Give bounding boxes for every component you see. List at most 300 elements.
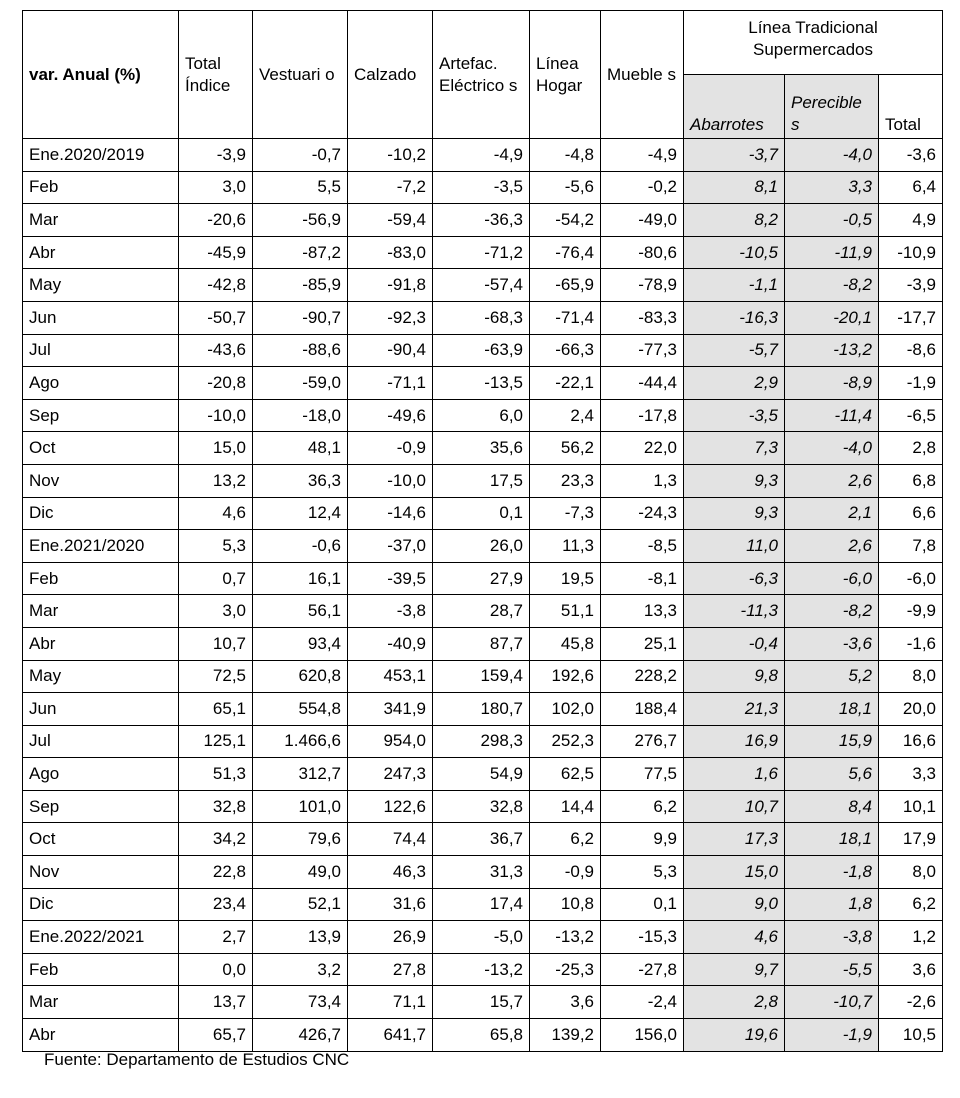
table-row — [23, 953, 943, 986]
cell-total: 16,6 — [879, 725, 943, 758]
cell-muebles: -2,4 — [601, 986, 684, 1019]
cell-artefac: 0,1 — [433, 497, 530, 530]
cell-total-indice: 51,3 — [179, 758, 253, 791]
cell-muebles: 0,1 — [601, 888, 684, 921]
cell-linea-hogar: 3,6 — [530, 986, 601, 1019]
cell-abarrotes: -5,7 — [684, 334, 785, 367]
header-perecibles: Perecible s — [785, 75, 879, 139]
row-label: Feb — [23, 171, 179, 204]
table-row — [23, 269, 943, 302]
cell-total-indice: 5,3 — [179, 530, 253, 563]
cell-muebles: 13,3 — [601, 595, 684, 628]
cell-total: -17,7 — [879, 301, 943, 334]
cell-artefac: -71,2 — [433, 236, 530, 269]
cell-total: 20,0 — [879, 693, 943, 726]
cell-vestuario: -85,9 — [253, 269, 348, 302]
cell-artefac: -13,2 — [433, 953, 530, 986]
cell-linea-hogar: 11,3 — [530, 530, 601, 563]
cell-perecibles: -8,2 — [785, 595, 879, 628]
cell-vestuario: 48,1 — [253, 432, 348, 465]
row-label: Abr — [23, 627, 179, 660]
table-row — [23, 693, 943, 726]
cell-calzado: 71,1 — [348, 986, 433, 1019]
cell-muebles: 156,0 — [601, 1019, 684, 1052]
cell-total: -8,6 — [879, 334, 943, 367]
cell-perecibles: 18,1 — [785, 693, 879, 726]
cell-calzado: -49,6 — [348, 399, 433, 432]
row-label: Dic — [23, 888, 179, 921]
table-row — [23, 432, 943, 465]
cell-vestuario: 52,1 — [253, 888, 348, 921]
table-row — [23, 367, 943, 400]
variation-table — [22, 10, 943, 1052]
table-header — [23, 11, 943, 139]
table-row — [23, 204, 943, 237]
cell-perecibles: -3,8 — [785, 921, 879, 954]
cell-artefac: 65,8 — [433, 1019, 530, 1052]
cell-artefac: 298,3 — [433, 725, 530, 758]
row-label: Mar — [23, 595, 179, 628]
cell-abarrotes: 10,7 — [684, 790, 785, 823]
row-label: May — [23, 269, 179, 302]
row-label: Jun — [23, 693, 179, 726]
cell-total-indice: 23,4 — [179, 888, 253, 921]
cell-calzado: -10,0 — [348, 464, 433, 497]
row-label: Oct — [23, 432, 179, 465]
cell-linea-hogar: 2,4 — [530, 399, 601, 432]
header-group-linea-tradicional: Línea Tradicional Supermercados — [684, 11, 943, 75]
cell-vestuario: 5,5 — [253, 171, 348, 204]
row-label: Feb — [23, 562, 179, 595]
cell-perecibles: -10,7 — [785, 986, 879, 1019]
cell-vestuario: 3,2 — [253, 953, 348, 986]
cell-muebles: -8,5 — [601, 530, 684, 563]
cell-linea-hogar: 6,2 — [530, 823, 601, 856]
cell-perecibles: 8,4 — [785, 790, 879, 823]
cell-abarrotes: 7,3 — [684, 432, 785, 465]
cell-vestuario: 16,1 — [253, 562, 348, 595]
table-row — [23, 530, 943, 563]
cell-artefac: 15,7 — [433, 986, 530, 1019]
cell-total-indice: 0,7 — [179, 562, 253, 595]
cell-total-indice: 65,1 — [179, 693, 253, 726]
table-row — [23, 171, 943, 204]
cell-total: 1,2 — [879, 921, 943, 954]
cell-perecibles: 2,6 — [785, 464, 879, 497]
cell-total: 2,8 — [879, 432, 943, 465]
cell-total-indice: 15,0 — [179, 432, 253, 465]
cell-vestuario: -87,2 — [253, 236, 348, 269]
cell-linea-hogar: 62,5 — [530, 758, 601, 791]
cell-linea-hogar: -5,6 — [530, 171, 601, 204]
cell-abarrotes: -6,3 — [684, 562, 785, 595]
cell-total-indice: 125,1 — [179, 725, 253, 758]
cell-muebles: -80,6 — [601, 236, 684, 269]
cell-total-indice: 4,6 — [179, 497, 253, 530]
cell-artefac: 17,4 — [433, 888, 530, 921]
cell-linea-hogar: -54,2 — [530, 204, 601, 237]
cell-artefac: -4,9 — [433, 139, 530, 172]
cell-total-indice: 0,0 — [179, 953, 253, 986]
cell-abarrotes: -11,3 — [684, 595, 785, 628]
cell-perecibles: -1,8 — [785, 856, 879, 889]
cell-total: 4,9 — [879, 204, 943, 237]
cell-muebles: 77,5 — [601, 758, 684, 791]
cell-perecibles: -4,0 — [785, 139, 879, 172]
cell-vestuario: -88,6 — [253, 334, 348, 367]
cell-artefac: -57,4 — [433, 269, 530, 302]
cell-total: 10,5 — [879, 1019, 943, 1052]
cell-perecibles: -11,4 — [785, 399, 879, 432]
cell-abarrotes: -16,3 — [684, 301, 785, 334]
cell-abarrotes: 11,0 — [684, 530, 785, 563]
cell-muebles: -4,9 — [601, 139, 684, 172]
cell-artefac: 36,7 — [433, 823, 530, 856]
cell-abarrotes: 8,1 — [684, 171, 785, 204]
cell-calzado: 31,6 — [348, 888, 433, 921]
row-label: Ene.2022/2021 — [23, 921, 179, 954]
row-label: Abr — [23, 236, 179, 269]
cell-total: -2,6 — [879, 986, 943, 1019]
table-row — [23, 497, 943, 530]
cell-muebles: 188,4 — [601, 693, 684, 726]
cell-linea-hogar: 139,2 — [530, 1019, 601, 1052]
cell-calzado: -83,0 — [348, 236, 433, 269]
cell-total: 10,1 — [879, 790, 943, 823]
cell-linea-hogar: -4,8 — [530, 139, 601, 172]
row-label: Jul — [23, 334, 179, 367]
cell-calzado: -37,0 — [348, 530, 433, 563]
cell-linea-hogar: -22,1 — [530, 367, 601, 400]
table-row — [23, 888, 943, 921]
cell-artefac: 28,7 — [433, 595, 530, 628]
cell-perecibles: -13,2 — [785, 334, 879, 367]
cell-muebles: 22,0 — [601, 432, 684, 465]
cell-total-indice: 65,7 — [179, 1019, 253, 1052]
cell-total-indice: -50,7 — [179, 301, 253, 334]
cell-perecibles: 2,6 — [785, 530, 879, 563]
cell-artefac: 180,7 — [433, 693, 530, 726]
cell-artefac: -3,5 — [433, 171, 530, 204]
cell-muebles: -49,0 — [601, 204, 684, 237]
cell-total-indice: -43,6 — [179, 334, 253, 367]
cell-vestuario: 56,1 — [253, 595, 348, 628]
header-muebles: Mueble s — [601, 11, 684, 139]
cell-linea-hogar: -0,9 — [530, 856, 601, 889]
cell-abarrotes: 19,6 — [684, 1019, 785, 1052]
row-label: Ago — [23, 758, 179, 791]
cell-linea-hogar: -76,4 — [530, 236, 601, 269]
cell-artefac: -36,3 — [433, 204, 530, 237]
cell-vestuario: 554,8 — [253, 693, 348, 726]
cell-total: -6,5 — [879, 399, 943, 432]
cell-muebles: 1,3 — [601, 464, 684, 497]
table-row — [23, 399, 943, 432]
cell-muebles: -24,3 — [601, 497, 684, 530]
table-row — [23, 660, 943, 693]
cell-total: 6,6 — [879, 497, 943, 530]
row-label: Nov — [23, 464, 179, 497]
cell-linea-hogar: -25,3 — [530, 953, 601, 986]
cell-calzado: 341,9 — [348, 693, 433, 726]
table-row — [23, 823, 943, 856]
cell-vestuario: -0,7 — [253, 139, 348, 172]
cell-calzado: 26,9 — [348, 921, 433, 954]
table-row — [23, 562, 943, 595]
cell-linea-hogar: 102,0 — [530, 693, 601, 726]
cell-abarrotes: -3,5 — [684, 399, 785, 432]
cell-linea-hogar: -66,3 — [530, 334, 601, 367]
cell-muebles: 276,7 — [601, 725, 684, 758]
cell-vestuario: -0,6 — [253, 530, 348, 563]
cell-abarrotes: -10,5 — [684, 236, 785, 269]
table-row — [23, 790, 943, 823]
table-row — [23, 856, 943, 889]
cell-perecibles: 15,9 — [785, 725, 879, 758]
cell-muebles: -27,8 — [601, 953, 684, 986]
cell-linea-hogar: 10,8 — [530, 888, 601, 921]
table-row — [23, 236, 943, 269]
cell-calzado: 122,6 — [348, 790, 433, 823]
cell-perecibles: -6,0 — [785, 562, 879, 595]
cell-calzado: 74,4 — [348, 823, 433, 856]
header-stub: var. Anual (%) — [23, 11, 179, 139]
table-row — [23, 595, 943, 628]
cell-linea-hogar: 56,2 — [530, 432, 601, 465]
cell-muebles: -44,4 — [601, 367, 684, 400]
table-row — [23, 464, 943, 497]
cell-total-indice: -20,6 — [179, 204, 253, 237]
cell-vestuario: -18,0 — [253, 399, 348, 432]
cell-calzado: -40,9 — [348, 627, 433, 660]
cell-calzado: -90,4 — [348, 334, 433, 367]
cell-calzado: -39,5 — [348, 562, 433, 595]
table-row — [23, 139, 943, 172]
cell-calzado: 641,7 — [348, 1019, 433, 1052]
cell-total: 17,9 — [879, 823, 943, 856]
cell-artefac: 31,3 — [433, 856, 530, 889]
cell-artefac: 17,5 — [433, 464, 530, 497]
row-label: Jun — [23, 301, 179, 334]
cell-abarrotes: 9,0 — [684, 888, 785, 921]
cell-total: 8,0 — [879, 660, 943, 693]
cell-total-indice: 3,0 — [179, 595, 253, 628]
table-row — [23, 301, 943, 334]
row-label: Sep — [23, 399, 179, 432]
cell-total: -9,9 — [879, 595, 943, 628]
cell-perecibles: -4,0 — [785, 432, 879, 465]
cell-abarrotes: 15,0 — [684, 856, 785, 889]
cell-total: 3,6 — [879, 953, 943, 986]
cell-abarrotes: 9,3 — [684, 497, 785, 530]
row-label: Oct — [23, 823, 179, 856]
cell-calzado: -10,2 — [348, 139, 433, 172]
cell-perecibles: -11,9 — [785, 236, 879, 269]
cell-total: 6,8 — [879, 464, 943, 497]
cell-total-indice: 22,8 — [179, 856, 253, 889]
row-label: Ene.2021/2020 — [23, 530, 179, 563]
cell-artefac: 87,7 — [433, 627, 530, 660]
cell-linea-hogar: 252,3 — [530, 725, 601, 758]
cell-artefac: 159,4 — [433, 660, 530, 693]
table-row — [23, 986, 943, 1019]
header-abarrotes: Abarrotes — [684, 75, 785, 139]
cell-perecibles: 1,8 — [785, 888, 879, 921]
cell-linea-hogar: 192,6 — [530, 660, 601, 693]
cell-perecibles: -20,1 — [785, 301, 879, 334]
cell-perecibles: 2,1 — [785, 497, 879, 530]
cell-abarrotes: 21,3 — [684, 693, 785, 726]
cell-linea-hogar: -65,9 — [530, 269, 601, 302]
cell-perecibles: -8,9 — [785, 367, 879, 400]
cell-muebles: 228,2 — [601, 660, 684, 693]
cell-muebles: 6,2 — [601, 790, 684, 823]
cell-abarrotes: -3,7 — [684, 139, 785, 172]
cell-perecibles: -0,5 — [785, 204, 879, 237]
cell-vestuario: 36,3 — [253, 464, 348, 497]
cell-artefac: -68,3 — [433, 301, 530, 334]
cell-total-indice: -10,0 — [179, 399, 253, 432]
row-label: Sep — [23, 790, 179, 823]
cell-abarrotes: 16,9 — [684, 725, 785, 758]
row-label: Dic — [23, 497, 179, 530]
cell-vestuario: 73,4 — [253, 986, 348, 1019]
cell-muebles: -83,3 — [601, 301, 684, 334]
cell-vestuario: 13,9 — [253, 921, 348, 954]
cell-calzado: -59,4 — [348, 204, 433, 237]
cell-artefac: 32,8 — [433, 790, 530, 823]
cell-perecibles: 5,2 — [785, 660, 879, 693]
row-label: Ago — [23, 367, 179, 400]
header-vestuario: Vestuari o — [253, 11, 348, 139]
row-label: Feb — [23, 953, 179, 986]
cell-total: -3,9 — [879, 269, 943, 302]
cell-total-indice: 2,7 — [179, 921, 253, 954]
cell-calzado: -3,8 — [348, 595, 433, 628]
cell-vestuario: 12,4 — [253, 497, 348, 530]
row-label: Mar — [23, 204, 179, 237]
row-label: May — [23, 660, 179, 693]
cell-linea-hogar: 51,1 — [530, 595, 601, 628]
cell-vestuario: -56,9 — [253, 204, 348, 237]
table-row — [23, 758, 943, 791]
cell-calzado: -92,3 — [348, 301, 433, 334]
cell-abarrotes: 9,8 — [684, 660, 785, 693]
cell-abarrotes: 9,3 — [684, 464, 785, 497]
table-row — [23, 627, 943, 660]
row-label: Jul — [23, 725, 179, 758]
cell-calzado: 46,3 — [348, 856, 433, 889]
cell-perecibles: -3,6 — [785, 627, 879, 660]
cell-total: 7,8 — [879, 530, 943, 563]
cell-vestuario: 620,8 — [253, 660, 348, 693]
data-table-wrapper — [22, 10, 943, 1052]
cell-total-indice: -3,9 — [179, 139, 253, 172]
cell-total-indice: 72,5 — [179, 660, 253, 693]
cell-calzado: 453,1 — [348, 660, 433, 693]
cell-artefac: 54,9 — [433, 758, 530, 791]
row-label: Nov — [23, 856, 179, 889]
cell-vestuario: -59,0 — [253, 367, 348, 400]
cell-total: 6,4 — [879, 171, 943, 204]
cell-total: 3,3 — [879, 758, 943, 791]
header-artefac: Artefac. Eléctrico s — [433, 11, 530, 139]
cell-vestuario: 79,6 — [253, 823, 348, 856]
table-row — [23, 1019, 943, 1052]
cell-artefac: -63,9 — [433, 334, 530, 367]
cell-linea-hogar: 14,4 — [530, 790, 601, 823]
cell-total-indice: 3,0 — [179, 171, 253, 204]
row-label: Abr — [23, 1019, 179, 1052]
cell-total-indice: 32,8 — [179, 790, 253, 823]
cell-vestuario: 1.466,6 — [253, 725, 348, 758]
cell-total: -1,6 — [879, 627, 943, 660]
cell-total: -1,9 — [879, 367, 943, 400]
cell-linea-hogar: 19,5 — [530, 562, 601, 595]
cell-perecibles: -8,2 — [785, 269, 879, 302]
cell-muebles: -0,2 — [601, 171, 684, 204]
cell-calzado: -0,9 — [348, 432, 433, 465]
cell-abarrotes: -0,4 — [684, 627, 785, 660]
source-note: Fuente: Departamento de Estudios CNC — [44, 1050, 350, 1069]
cell-abarrotes: 1,6 — [684, 758, 785, 791]
cell-total-indice: -20,8 — [179, 367, 253, 400]
cell-total-indice: -45,9 — [179, 236, 253, 269]
cell-artefac: -5,0 — [433, 921, 530, 954]
cell-vestuario: -90,7 — [253, 301, 348, 334]
cell-total-indice: 13,2 — [179, 464, 253, 497]
cell-linea-hogar: 45,8 — [530, 627, 601, 660]
cell-perecibles: -1,9 — [785, 1019, 879, 1052]
table-body — [23, 139, 943, 1052]
cell-abarrotes: 2,9 — [684, 367, 785, 400]
cell-muebles: -8,1 — [601, 562, 684, 595]
cell-artefac: 6,0 — [433, 399, 530, 432]
cell-total: 6,2 — [879, 888, 943, 921]
cell-abarrotes: 17,3 — [684, 823, 785, 856]
cell-calzado: -14,6 — [348, 497, 433, 530]
cell-calzado: -7,2 — [348, 171, 433, 204]
header-linea-hogar: Línea Hogar — [530, 11, 601, 139]
cell-artefac: -13,5 — [433, 367, 530, 400]
cell-perecibles: 18,1 — [785, 823, 879, 856]
cell-total: -3,6 — [879, 139, 943, 172]
cell-muebles: 9,9 — [601, 823, 684, 856]
cell-muebles: -78,9 — [601, 269, 684, 302]
cell-total: -10,9 — [879, 236, 943, 269]
cell-total-indice: 34,2 — [179, 823, 253, 856]
cell-perecibles: -5,5 — [785, 953, 879, 986]
cell-linea-hogar: 23,3 — [530, 464, 601, 497]
cell-total-indice: 10,7 — [179, 627, 253, 660]
header-total-indice: Total Índice — [179, 11, 253, 139]
cell-linea-hogar: -7,3 — [530, 497, 601, 530]
cell-perecibles: 5,6 — [785, 758, 879, 791]
cell-total: -6,0 — [879, 562, 943, 595]
cell-vestuario: 49,0 — [253, 856, 348, 889]
cell-muebles: -15,3 — [601, 921, 684, 954]
cell-calzado: -91,8 — [348, 269, 433, 302]
cell-total: 8,0 — [879, 856, 943, 889]
cell-muebles: -77,3 — [601, 334, 684, 367]
cell-calzado: -71,1 — [348, 367, 433, 400]
cell-calzado: 27,8 — [348, 953, 433, 986]
table-row — [23, 921, 943, 954]
cell-artefac: 26,0 — [433, 530, 530, 563]
cell-artefac: 27,9 — [433, 562, 530, 595]
header-total: Total — [879, 75, 943, 139]
cell-artefac: 35,6 — [433, 432, 530, 465]
